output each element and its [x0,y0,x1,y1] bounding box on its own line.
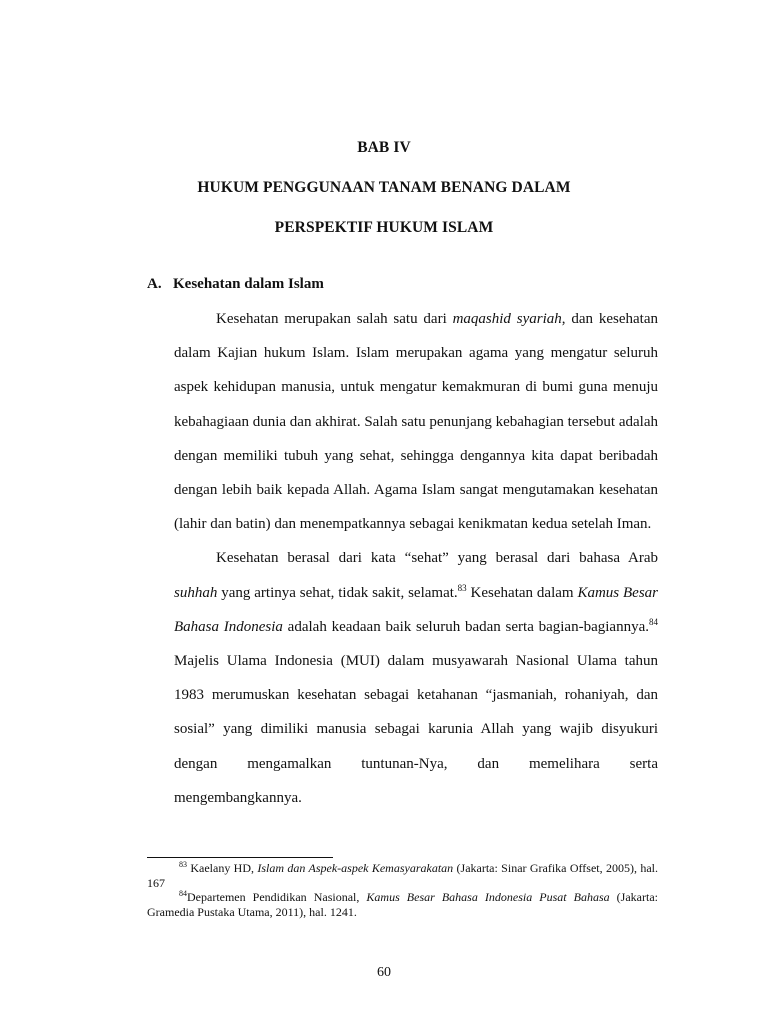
footnote-83 [147,861,658,890]
paragraph-2-text-a: Kesehatan berasal dari kata “sehat” yang berasal dari bahasa Arab [216,550,658,567]
paragraph-2 [174,541,658,815]
paragraph-1 [174,302,658,541]
footnote-text: Departemen Pendidikan Nasional, [187,890,367,904]
footnotes [147,861,658,919]
footnote-separator [147,857,333,858]
footnote-ref-83[interactable]: 83 [457,582,467,593]
footnote-italic-title: Kamus Besar Bahasa Indonesia Pusat Bahasa [366,890,610,904]
footnote-text: Kaelany HD, [187,861,258,875]
footnote-ref-84[interactable]: 84 [648,616,658,627]
paragraph-1-italic-term: maqashid syariah [452,311,562,327]
footnote-number: 84 [179,889,187,898]
paragraph-2-text-b: yang artinya sehat, tidak sakit, selamat. [217,584,458,601]
chapter-title-line-2: PERSPEKTIF HUKUM ISLAM [274,219,494,236]
paragraph-2-text-d: adalah keadaan baik seluruh badan serta bagian-bagiannya. [282,618,649,635]
chapter-label: BAB IV [357,139,411,156]
footnote-84 [147,890,658,919]
section-number: A. [147,276,162,292]
footnote-text: (Jakarta: Gramedia Pustaka Utama, 2011), hal. 1241. [147,890,658,919]
section-heading [147,276,324,293]
paragraph-2-italic-kbbi: Kamus Besar Bahasa Indonesia [174,584,659,635]
chapter-title-line-1: HUKUM PENGGUNAAN TANAM BENANG DALAM [197,179,571,196]
body-text [174,302,658,815]
paragraph-2-text-c: Kesehatan dalam [466,584,578,601]
footnote-text: (Jakarta: Sinar Grafika Offset, 2005), hal. 167 [147,861,658,890]
paragraph-2-italic-suhhah: suhhah [174,584,218,601]
footnote-number: 83 [179,860,187,869]
footnote-italic-title: Islam dan Aspek-aspek Kemasyarakatan [257,861,454,875]
paragraph-1-text-b: , dan kesehatan dalam Kajian hukum Islam. Islam merupakan agama yang mengatur seluruh aspek kehidupan manusia, untuk mengatur kemakmuran di bumi guna menuju kebahagiaan dunia dan akhirat. Salah satu penunjang kebahagian tersebut adalah dengan memiliki tubuh yang sehat, sehingga dengannya kita dapat beribadah dengan lebih baik kepada Allah. Agama Islam sangat mengutamakan kesehatan (lahir dan batin) dan menempatkannya sebagai kenikmatan kedua setelah Iman. [174,311,658,533]
paragraph-2-text-e: Majelis Ulama Indonesia (MUI) dalam musyawarah Nasional Ulama tahun 1983 merumuskan kesehatan sebagai ketahanan “jasmaniah, rohaniyah, dan sosial” yang dimiliki manusia sebagai karunia Allah yang wajib disyukuri dengan mengamalkan tuntunan-Nya, dan memelihara serta mengembangkannya. [174,653,658,806]
page-number: 60 [377,965,391,980]
paragraph-1-text-a: Kesehatan merupakan salah satu dari [216,311,453,327]
section-title: Kesehatan dalam Islam [173,276,324,292]
